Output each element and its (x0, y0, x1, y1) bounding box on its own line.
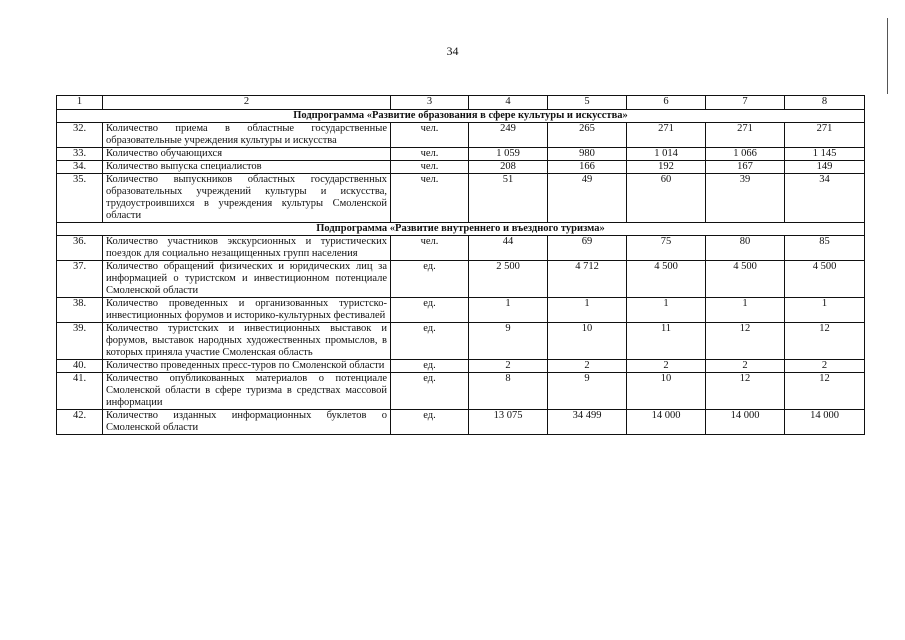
indicator-name: Количество выпускников областных государственных образовательных учреждений культуры и искусства, трудоустроившихся в учреждения культуры Смоленской области (103, 174, 391, 223)
row-number: 42. (57, 410, 103, 435)
value-cell: 1 014 (627, 148, 706, 161)
value-cell: 265 (548, 123, 627, 148)
value-cell: 10 (548, 323, 627, 360)
section-title: Подпрограмма «Развитие образования в сфере культуры и искусства» (57, 110, 865, 123)
value-cell: 1 (469, 298, 548, 323)
value-cell: 85 (785, 236, 865, 261)
value-cell: 1 (706, 298, 785, 323)
row-number: 32. (57, 123, 103, 148)
value-cell: 4 500 (627, 261, 706, 298)
column-header-1: 1 (57, 96, 103, 110)
unit-cell: чел. (391, 123, 469, 148)
value-cell: 4 500 (706, 261, 785, 298)
value-cell: 208 (469, 161, 548, 174)
indicator-name: Количество изданных информационных буклетов о Смоленской области (103, 410, 391, 435)
value-cell: 13 075 (469, 410, 548, 435)
value-cell: 1 (627, 298, 706, 323)
row-number: 39. (57, 323, 103, 360)
value-cell: 4 500 (785, 261, 865, 298)
value-cell: 69 (548, 236, 627, 261)
header-row (57, 96, 865, 110)
value-cell: 14 000 (706, 410, 785, 435)
indicator-name: Количество приема в областные государственные образовательные учреждения культуры и искусства (103, 123, 391, 148)
table-row (57, 323, 865, 360)
value-cell: 249 (469, 123, 548, 148)
indicator-name: Количество туристских и инвестиционных выставок и форумов, выставок народных художественных промыслов, в которых приняла участие Смоленская область (103, 323, 391, 360)
section-row (57, 223, 865, 236)
column-header-4: 4 (469, 96, 548, 110)
unit-cell: чел. (391, 148, 469, 161)
row-number: 41. (57, 373, 103, 410)
value-cell: 192 (627, 161, 706, 174)
value-cell: 39 (706, 174, 785, 223)
value-cell: 2 (627, 360, 706, 373)
value-cell: 60 (627, 174, 706, 223)
column-header-7: 7 (706, 96, 785, 110)
unit-cell: ед. (391, 323, 469, 360)
value-cell: 166 (548, 161, 627, 174)
value-cell: 2 (706, 360, 785, 373)
unit-cell: чел. (391, 174, 469, 223)
indicator-name: Количество обращений физических и юридических лиц за информацией о туристском и инвестиционном потенциале Смоленской области (103, 261, 391, 298)
unit-cell: чел. (391, 161, 469, 174)
value-cell: 80 (706, 236, 785, 261)
row-number: 37. (57, 261, 103, 298)
unit-cell: ед. (391, 373, 469, 410)
value-cell: 44 (469, 236, 548, 261)
row-number: 36. (57, 236, 103, 261)
value-cell: 12 (706, 373, 785, 410)
value-cell: 149 (785, 161, 865, 174)
section-row (57, 110, 865, 123)
indicators-table (56, 95, 865, 435)
table-row (57, 123, 865, 148)
value-cell: 2 500 (469, 261, 548, 298)
indicator-name: Количество проведенных пресс-туров по Смоленской области (103, 360, 391, 373)
row-number: 33. (57, 148, 103, 161)
value-cell: 11 (627, 323, 706, 360)
value-cell: 49 (548, 174, 627, 223)
value-cell: 14 000 (785, 410, 865, 435)
table-row (57, 236, 865, 261)
value-cell: 9 (469, 323, 548, 360)
row-number: 35. (57, 174, 103, 223)
value-cell: 12 (706, 323, 785, 360)
indicator-name: Количество обучающихся (103, 148, 391, 161)
unit-cell: ед. (391, 298, 469, 323)
column-header-5: 5 (548, 96, 627, 110)
value-cell: 1 145 (785, 148, 865, 161)
table-row (57, 410, 865, 435)
column-header-3: 3 (391, 96, 469, 110)
unit-cell: ед. (391, 261, 469, 298)
table-row (57, 298, 865, 323)
table-row (57, 148, 865, 161)
row-number: 40. (57, 360, 103, 373)
table-body (57, 96, 865, 435)
value-cell: 1 (548, 298, 627, 323)
value-cell: 4 712 (548, 261, 627, 298)
value-cell: 8 (469, 373, 548, 410)
indicator-name: Количество участников экскурсионных и туристических поездок для социально незащищенных групп населения (103, 236, 391, 261)
table-row (57, 261, 865, 298)
value-cell: 12 (785, 323, 865, 360)
table-row (57, 174, 865, 223)
unit-cell: ед. (391, 410, 469, 435)
value-cell: 271 (627, 123, 706, 148)
value-cell: 2 (785, 360, 865, 373)
section-title: Подпрограмма «Развитие внутреннего и въездного туризма» (57, 223, 865, 236)
row-number: 38. (57, 298, 103, 323)
value-cell: 1 066 (706, 148, 785, 161)
indicator-name: Количество опубликованных материалов о потенциале Смоленской области в сфере туризма в средствах массовой информации (103, 373, 391, 410)
value-cell: 980 (548, 148, 627, 161)
value-cell: 51 (469, 174, 548, 223)
value-cell: 271 (706, 123, 785, 148)
value-cell: 2 (469, 360, 548, 373)
unit-cell: ед. (391, 360, 469, 373)
table-row (57, 360, 865, 373)
value-cell: 271 (785, 123, 865, 148)
value-cell: 1 059 (469, 148, 548, 161)
column-header-2: 2 (103, 96, 391, 110)
value-cell: 1 (785, 298, 865, 323)
table-row (57, 373, 865, 410)
value-cell: 10 (627, 373, 706, 410)
table-row (57, 161, 865, 174)
value-cell: 167 (706, 161, 785, 174)
value-cell: 2 (548, 360, 627, 373)
value-cell: 12 (785, 373, 865, 410)
column-header-6: 6 (627, 96, 706, 110)
value-cell: 9 (548, 373, 627, 410)
value-cell: 14 000 (627, 410, 706, 435)
column-header-8: 8 (785, 96, 865, 110)
value-cell: 34 (785, 174, 865, 223)
indicator-name: Количество проведенных и организованных туристско-инвестиционных форумов и историко-культурных фестивалей (103, 298, 391, 323)
unit-cell: чел. (391, 236, 469, 261)
value-cell: 75 (627, 236, 706, 261)
indicator-name: Количество выпуска специалистов (103, 161, 391, 174)
value-cell: 34 499 (548, 410, 627, 435)
row-number: 34. (57, 161, 103, 174)
page-number: 34 (446, 44, 459, 58)
margin-line (887, 18, 888, 94)
